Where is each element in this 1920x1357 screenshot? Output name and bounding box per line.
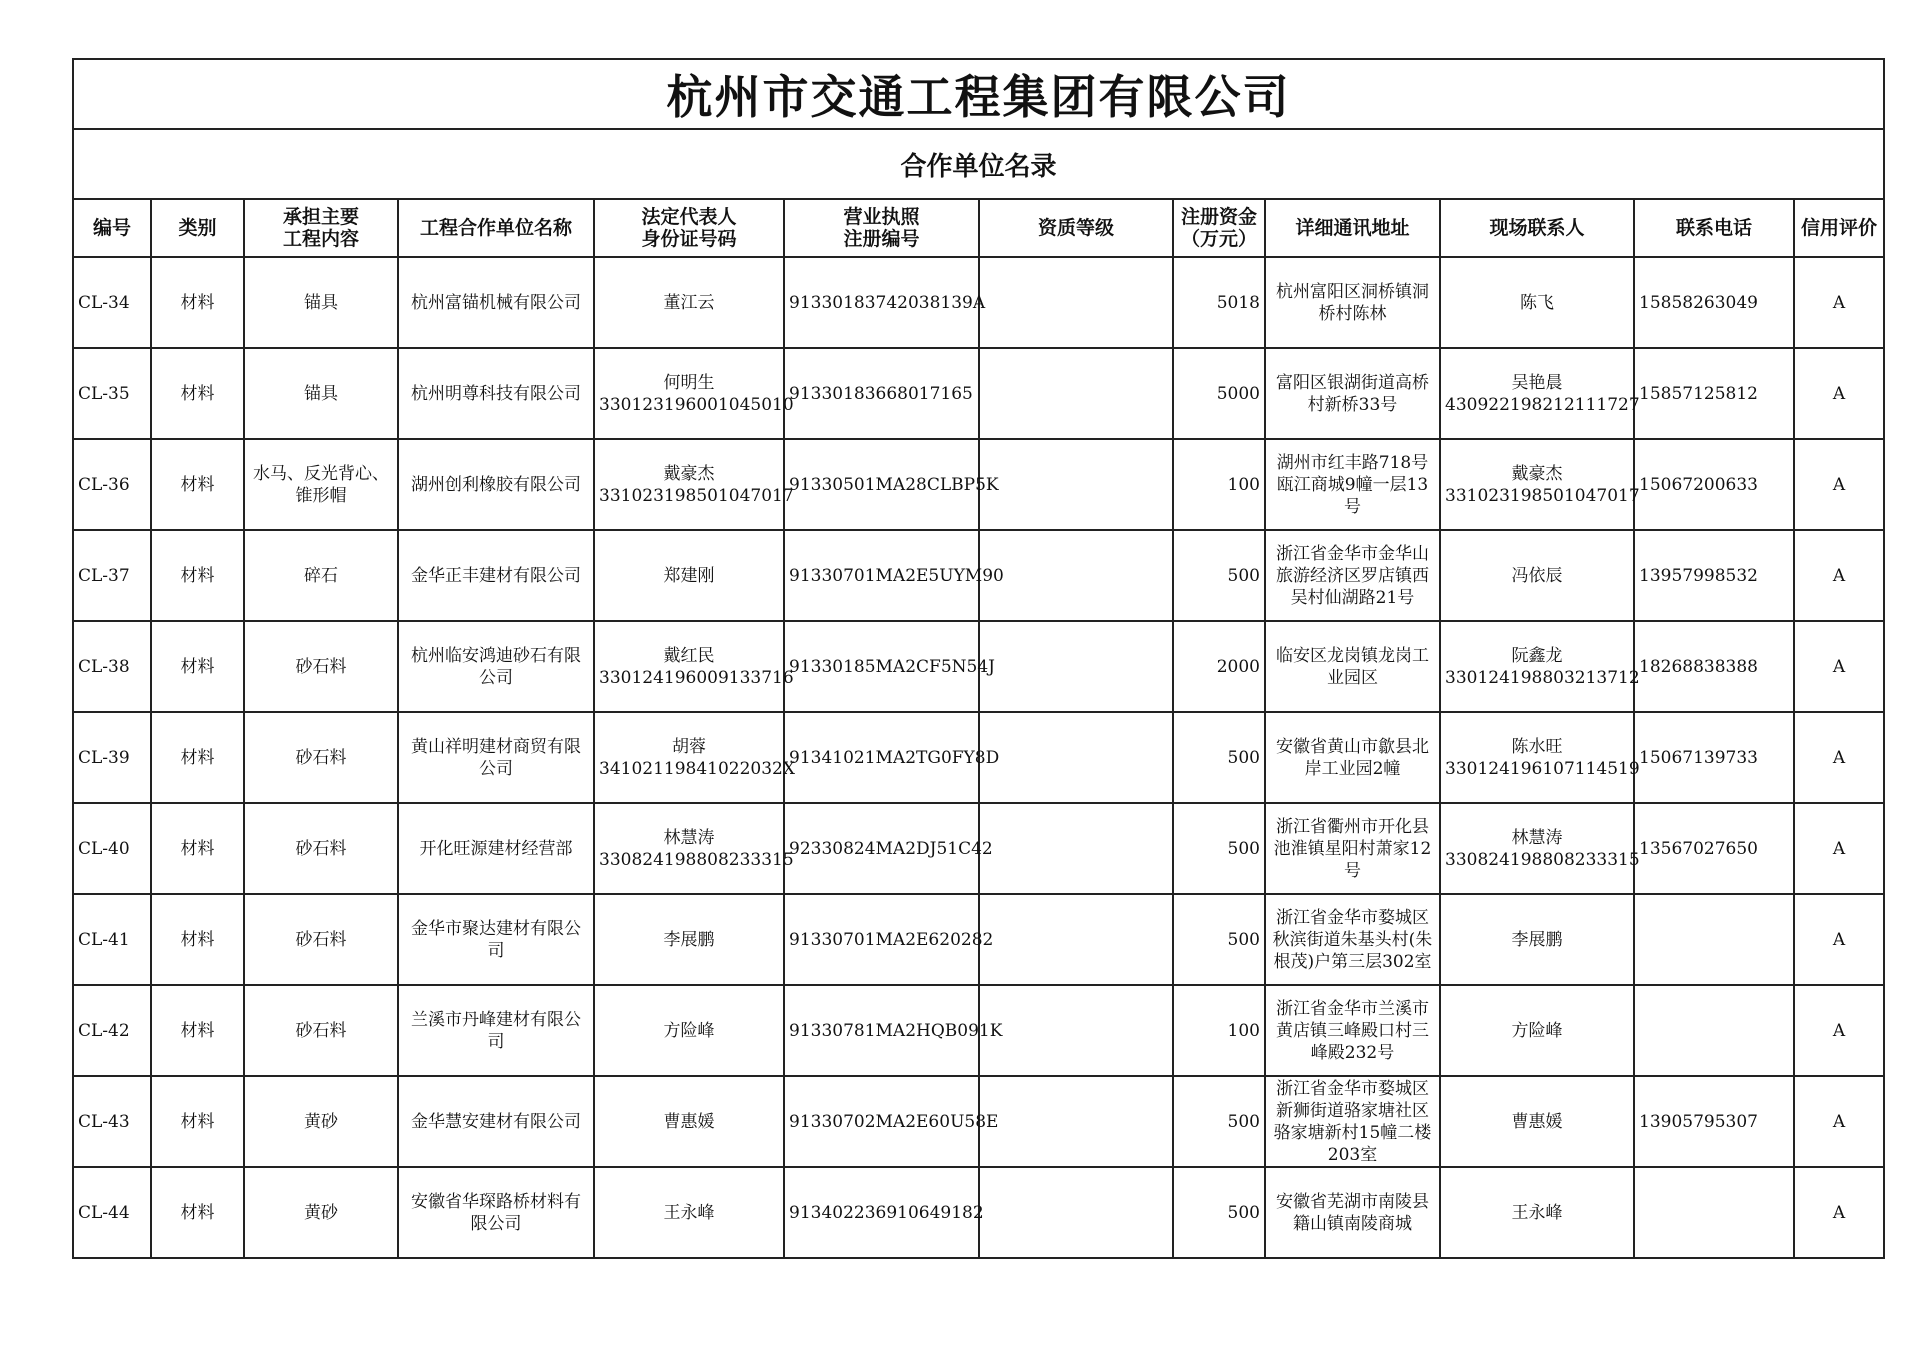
cell-id: CL-39: [73, 712, 151, 803]
cell-qualification: [979, 894, 1173, 985]
cell-qualification: [979, 1076, 1173, 1167]
cell-license: 91330702MA2E60U58E: [784, 1076, 979, 1167]
cell-credit: A: [1794, 1167, 1884, 1258]
cell-legal-rep: 王永峰: [594, 1167, 784, 1258]
cell-phone: 15067139733: [1634, 712, 1794, 803]
table-row: [73, 1076, 1884, 1167]
cell-id: CL-36: [73, 439, 151, 530]
cell-capital: 500: [1173, 530, 1265, 621]
cell-credit: A: [1794, 257, 1884, 348]
cell-id: CL-40: [73, 803, 151, 894]
cell-category: 材料: [151, 985, 244, 1076]
cell-contact: 李展鹏: [1440, 894, 1634, 985]
cell-category: 材料: [151, 803, 244, 894]
table-row: [73, 1167, 1884, 1258]
cell-license: 913402236910649182: [784, 1167, 979, 1258]
header-company: 工程合作单位名称: [398, 199, 594, 257]
cell-legal-rep: 李展鹏: [594, 894, 784, 985]
table-row: [73, 257, 1884, 348]
cell-capital: 5000: [1173, 348, 1265, 439]
cell-contact: 林慧涛 330824198808233315: [1440, 803, 1634, 894]
cell-id: CL-41: [73, 894, 151, 985]
partner-directory-table: [72, 58, 1885, 1259]
cell-credit: A: [1794, 1076, 1884, 1167]
cell-capital: 500: [1173, 803, 1265, 894]
cell-phone: 13957998532: [1634, 530, 1794, 621]
cell-credit: A: [1794, 803, 1884, 894]
cell-category: 材料: [151, 439, 244, 530]
cell-legal-rep: 董江云: [594, 257, 784, 348]
cell-capital: 100: [1173, 985, 1265, 1076]
cell-company: 湖州创利橡胶有限公司: [398, 439, 594, 530]
cell-contact: 阮鑫龙 330124198803213712: [1440, 621, 1634, 712]
cell-credit: A: [1794, 712, 1884, 803]
header-qualification: 资质等级: [979, 199, 1173, 257]
cell-qualification: [979, 803, 1173, 894]
cell-credit: A: [1794, 621, 1884, 712]
table-body: [73, 257, 1884, 1258]
cell-contact: 冯依辰: [1440, 530, 1634, 621]
table-row: [73, 985, 1884, 1076]
cell-content: 砂石料: [244, 985, 398, 1076]
table-row: [73, 712, 1884, 803]
table-row: [73, 803, 1884, 894]
cell-id: CL-38: [73, 621, 151, 712]
header-legal-rep: 法定代表人 身份证号码: [594, 199, 784, 257]
cell-address: 安徽省芜湖市南陵县籍山镇南陵商城: [1265, 1167, 1440, 1258]
cell-address: 临安区龙岗镇龙岗工业园区: [1265, 621, 1440, 712]
cell-company: 杭州临安鸿迪砂石有限公司: [398, 621, 594, 712]
cell-category: 材料: [151, 712, 244, 803]
table-row: [73, 439, 1884, 530]
cell-phone: 13567027650: [1634, 803, 1794, 894]
cell-company: 金华正丰建材有限公司: [398, 530, 594, 621]
cell-legal-rep: 戴红民 330124196009133716: [594, 621, 784, 712]
cell-license: 91330183742038139A: [784, 257, 979, 348]
cell-content: 砂石料: [244, 803, 398, 894]
cell-capital: 2000: [1173, 621, 1265, 712]
cell-content: 水马、反光背心、锥形帽: [244, 439, 398, 530]
cell-credit: A: [1794, 894, 1884, 985]
cell-phone: [1634, 894, 1794, 985]
cell-address: 湖州市红丰路718号瓯江商城9幢一层13号: [1265, 439, 1440, 530]
cell-license: 92330824MA2DJ51C42: [784, 803, 979, 894]
cell-capital: 5018: [1173, 257, 1265, 348]
cell-company: 杭州富锚机械有限公司: [398, 257, 594, 348]
cell-qualification: [979, 530, 1173, 621]
cell-legal-rep: 林慧涛 330824198808233315: [594, 803, 784, 894]
cell-legal-rep: 戴豪杰 331023198501047017: [594, 439, 784, 530]
cell-company: 安徽省华琛路桥材料有限公司: [398, 1167, 594, 1258]
cell-credit: A: [1794, 439, 1884, 530]
cell-license: 91330701MA2E620282: [784, 894, 979, 985]
cell-legal-rep: 胡蓉 34102119841022032X: [594, 712, 784, 803]
cell-credit: A: [1794, 530, 1884, 621]
header-address: 详细通讯地址: [1265, 199, 1440, 257]
cell-address: 安徽省黄山市歙县北岸工业园2幢: [1265, 712, 1440, 803]
cell-legal-rep: 方险峰: [594, 985, 784, 1076]
cell-content: 黄砂: [244, 1167, 398, 1258]
cell-content: 黄砂: [244, 1076, 398, 1167]
cell-phone: 15857125812: [1634, 348, 1794, 439]
cell-content: 碎石: [244, 530, 398, 621]
header-capital: 注册资金 （万元）: [1173, 199, 1265, 257]
cell-content: 锚具: [244, 257, 398, 348]
cell-contact: 陈水旺 330124196107114519: [1440, 712, 1634, 803]
header-content: 承担主要 工程内容: [244, 199, 398, 257]
cell-id: CL-43: [73, 1076, 151, 1167]
cell-contact: 曹惠媛: [1440, 1076, 1634, 1167]
cell-license: 91330185MA2CF5N54J: [784, 621, 979, 712]
header-contact: 现场联系人: [1440, 199, 1634, 257]
cell-phone: 18268838388: [1634, 621, 1794, 712]
cell-phone: [1634, 985, 1794, 1076]
cell-phone: 13905795307: [1634, 1076, 1794, 1167]
cell-capital: 500: [1173, 1076, 1265, 1167]
header-category: 类别: [151, 199, 244, 257]
cell-category: 材料: [151, 257, 244, 348]
cell-id: CL-42: [73, 985, 151, 1076]
table-row: [73, 894, 1884, 985]
cell-qualification: [979, 621, 1173, 712]
header-license: 营业执照 注册编号: [784, 199, 979, 257]
cell-qualification: [979, 439, 1173, 530]
cell-legal-rep: 郑建刚: [594, 530, 784, 621]
cell-contact: 戴豪杰 331023198501047017: [1440, 439, 1634, 530]
table-row: [73, 348, 1884, 439]
document-title: 杭州市交通工程集团有限公司: [73, 59, 1884, 129]
cell-content: 砂石料: [244, 712, 398, 803]
cell-legal-rep: 曹惠媛: [594, 1076, 784, 1167]
cell-company: 杭州明尊科技有限公司: [398, 348, 594, 439]
cell-category: 材料: [151, 348, 244, 439]
cell-company: 黄山祥明建材商贸有限公司: [398, 712, 594, 803]
table-row: [73, 530, 1884, 621]
cell-qualification: [979, 712, 1173, 803]
header-row: [73, 199, 1884, 257]
cell-contact: 吴艳晨 430922198212111727: [1440, 348, 1634, 439]
table-row: [73, 621, 1884, 712]
cell-credit: A: [1794, 985, 1884, 1076]
cell-capital: 500: [1173, 1167, 1265, 1258]
cell-id: CL-35: [73, 348, 151, 439]
cell-company: 兰溪市丹峰建材有限公司: [398, 985, 594, 1076]
header-credit: 信用评价: [1794, 199, 1884, 257]
cell-contact: 王永峰: [1440, 1167, 1634, 1258]
cell-license: 91330781MA2HQB091K: [784, 985, 979, 1076]
cell-license: 91330501MA28CLBP5K: [784, 439, 979, 530]
cell-license: 913301836680171​65: [784, 348, 979, 439]
cell-content: 砂石料: [244, 621, 398, 712]
cell-address: 浙江省金华市婺城区秋滨街道朱基头村(朱根茂)户第三层302室: [1265, 894, 1440, 985]
cell-capital: 500: [1173, 894, 1265, 985]
cell-contact: 方险峰: [1440, 985, 1634, 1076]
cell-capital: 100: [1173, 439, 1265, 530]
cell-qualification: [979, 985, 1173, 1076]
cell-license: 91341021MA2TG0FY8D: [784, 712, 979, 803]
cell-category: 材料: [151, 621, 244, 712]
cell-company: 金华慧安建材有限公司: [398, 1076, 594, 1167]
cell-id: CL-37: [73, 530, 151, 621]
cell-address: 富阳区银湖街道高桥村新桥33号: [1265, 348, 1440, 439]
header-id: 编号: [73, 199, 151, 257]
header-phone: 联系电话: [1634, 199, 1794, 257]
cell-qualification: [979, 1167, 1173, 1258]
cell-phone: [1634, 1167, 1794, 1258]
cell-capital: 500: [1173, 712, 1265, 803]
cell-content: 砂石料: [244, 894, 398, 985]
document-subtitle: 合作单位名录: [73, 129, 1884, 199]
cell-company: 金华市聚达建材有限公司: [398, 894, 594, 985]
cell-contact: 陈飞: [1440, 257, 1634, 348]
cell-category: 材料: [151, 530, 244, 621]
cell-address: 浙江省金华市兰溪市黄店镇三峰殿口村三峰殿232号: [1265, 985, 1440, 1076]
cell-id: CL-44: [73, 1167, 151, 1258]
cell-company: 开化旺源建材经营部: [398, 803, 594, 894]
cell-legal-rep: 何明生 330123196001045010: [594, 348, 784, 439]
cell-category: 材料: [151, 1076, 244, 1167]
cell-id: CL-34: [73, 257, 151, 348]
cell-address: 浙江省衢州市开化县池淮镇星阳村萧家12号: [1265, 803, 1440, 894]
cell-address: 杭州富阳区洞桥镇洞桥村陈林: [1265, 257, 1440, 348]
cell-address: 浙江省金华市婺城区新狮街道骆家塘社区骆家塘新村15幢二楼203室: [1265, 1076, 1440, 1167]
cell-credit: A: [1794, 348, 1884, 439]
cell-license: 91330701MA2E5UYM90: [784, 530, 979, 621]
cell-phone: 15067200633: [1634, 439, 1794, 530]
cell-address: 浙江省金华市金华山旅游经济区罗店镇西吴村仙湖路21号: [1265, 530, 1440, 621]
cell-content: 锚具: [244, 348, 398, 439]
cell-qualification: [979, 257, 1173, 348]
cell-category: 材料: [151, 1167, 244, 1258]
cell-category: 材料: [151, 894, 244, 985]
cell-qualification: [979, 348, 1173, 439]
cell-phone: 15858263049: [1634, 257, 1794, 348]
